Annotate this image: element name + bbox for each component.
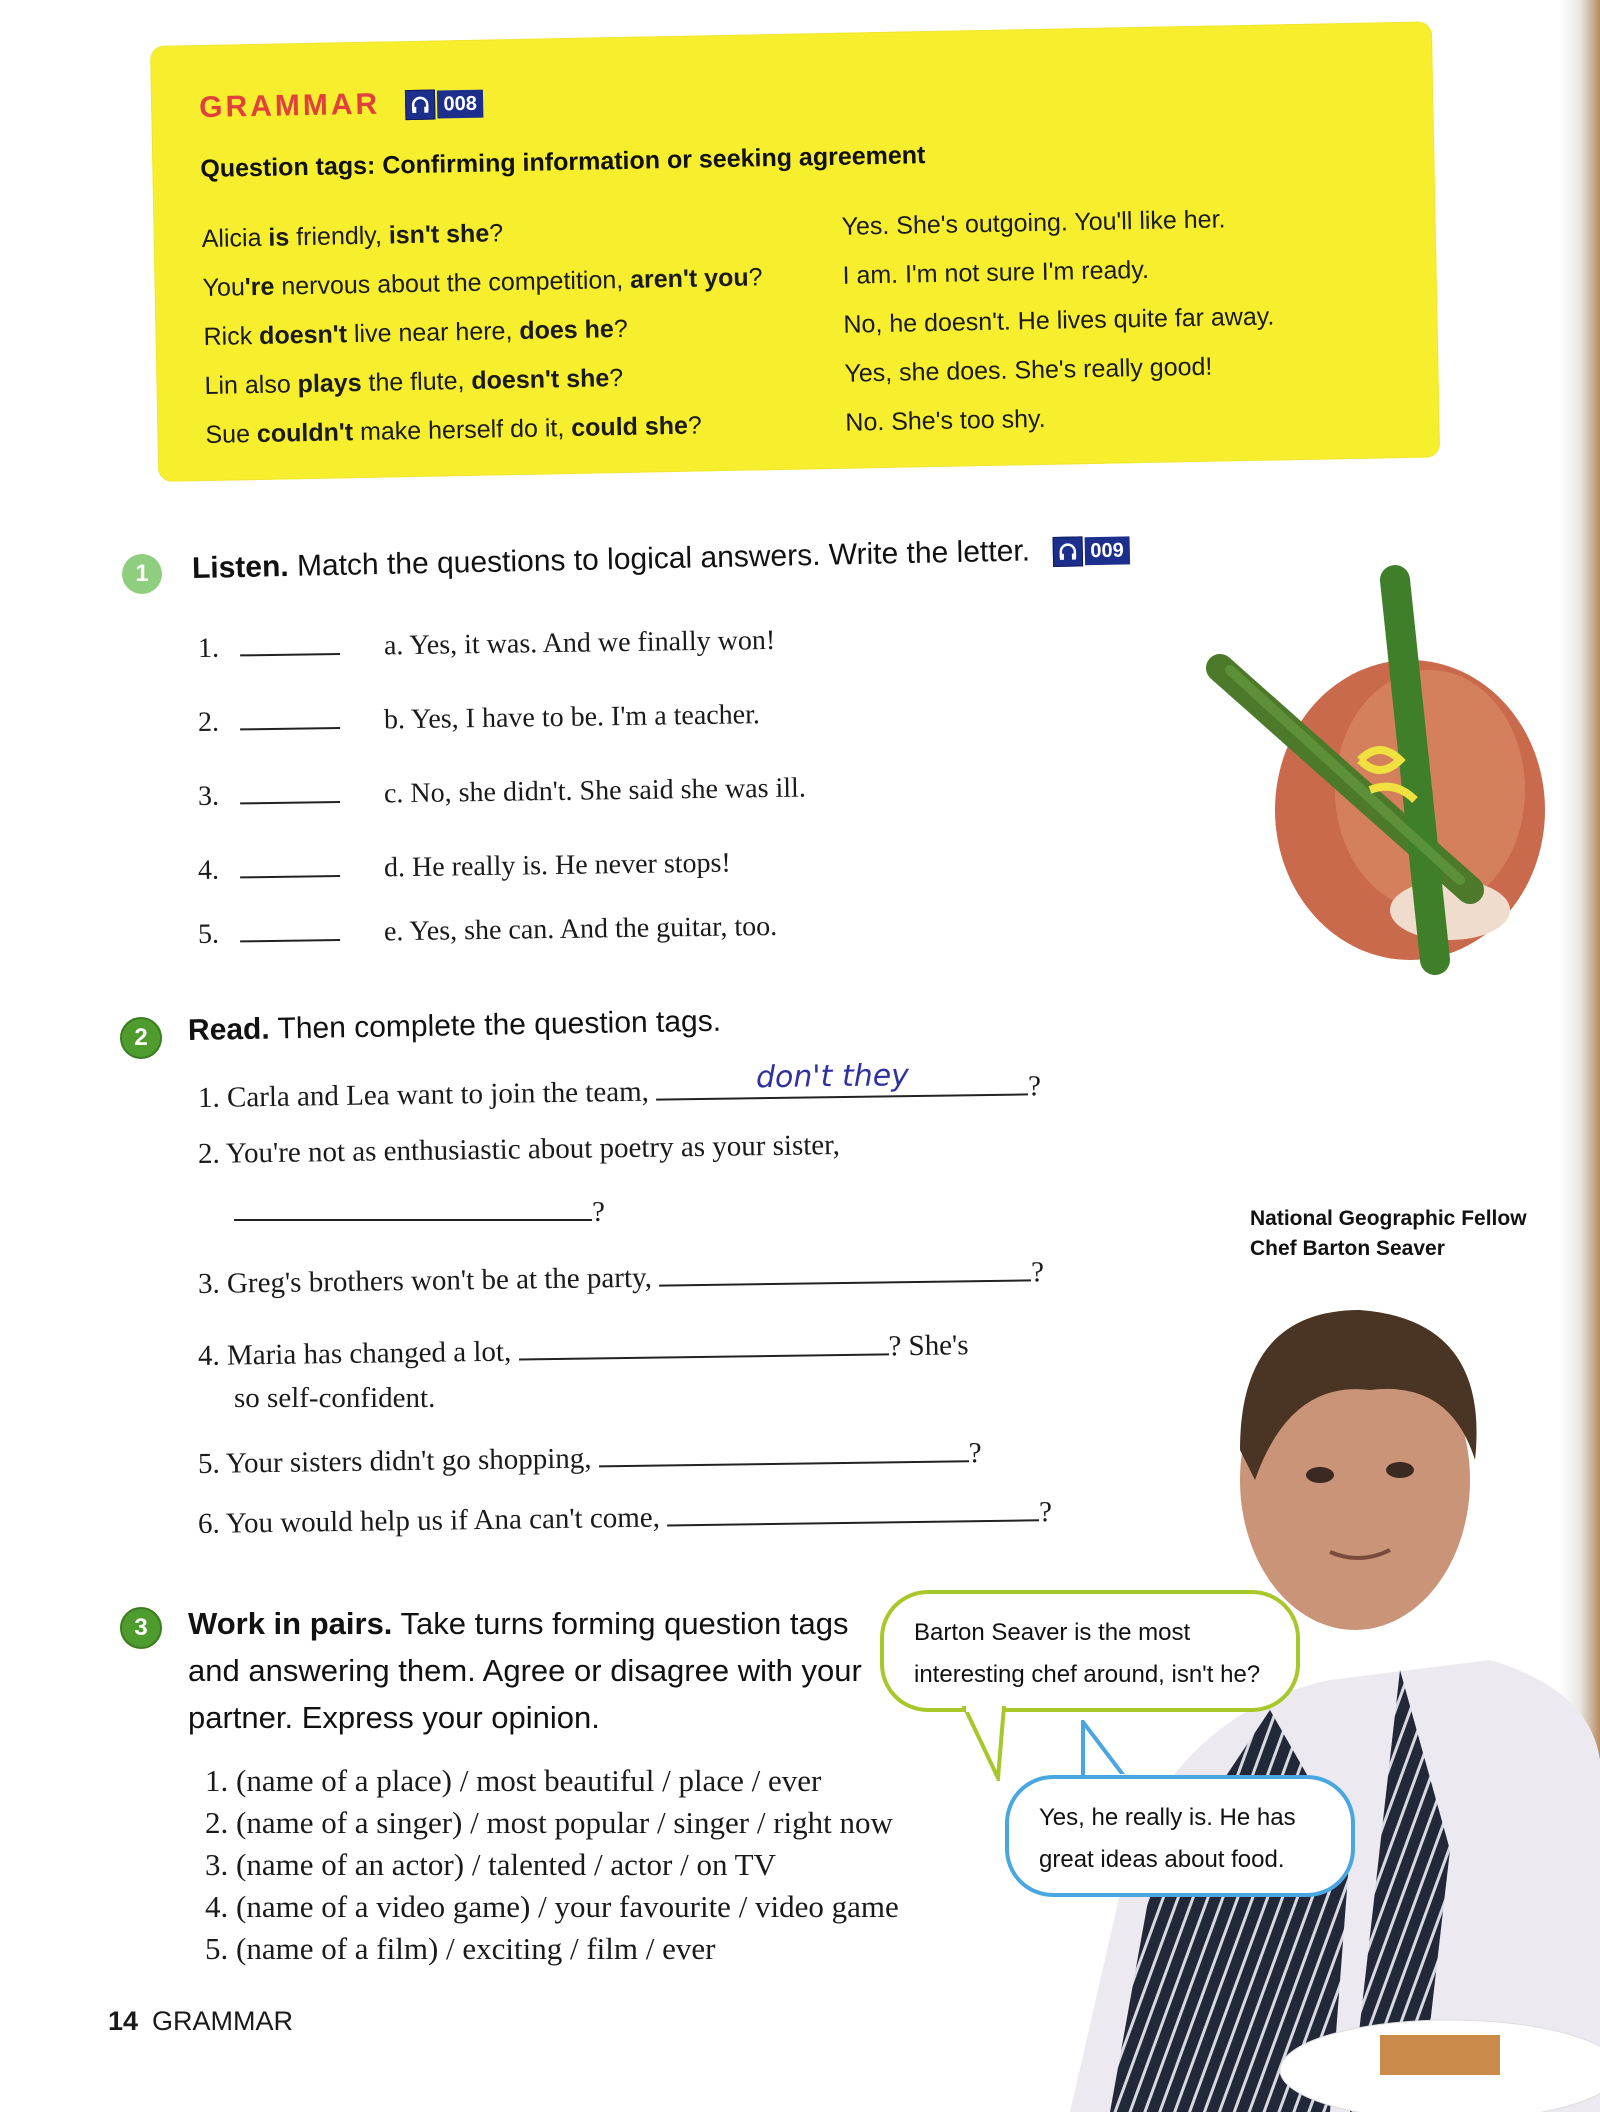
grammar-answer: No, he doesn't. He lives quite far away.: [843, 302, 1275, 339]
item-suffix: ? She's: [888, 1329, 969, 1363]
grammar-heading: [199, 86, 483, 125]
audio-track-number: 008: [437, 90, 483, 119]
answer-blank[interactable]: [667, 1499, 1039, 1526]
grammar-question: Rick doesn't live near here, does he?: [203, 314, 628, 352]
item-suffix: ?: [592, 1196, 605, 1228]
exercise-number-2: 2: [120, 1017, 162, 1059]
instruction-text: Then complete the question tags.: [269, 1004, 722, 1046]
list-item: 5. (name of a film) / exciting / film / ever: [205, 1931, 716, 1966]
grammar-subtitle: Question tags: Confirming information or seeking agreement: [200, 141, 926, 184]
audio-track-number: 009: [1084, 536, 1130, 565]
match-item: [197, 910, 778, 951]
footer-section: GRAMMAR: [152, 2006, 294, 2036]
match-item: [197, 624, 776, 665]
answer-blank[interactable]: [234, 1199, 592, 1221]
food-photo: [1180, 560, 1600, 990]
list-item: 4. (name of a video game) / your favourite / video game: [205, 1889, 899, 1924]
item-number: 5.: [197, 918, 220, 950]
question-tag-item: [198, 1496, 1052, 1541]
item-text: You're not as enthusiastic about poetry as your sister,: [225, 1129, 841, 1170]
item-number: 6.: [197, 1507, 220, 1540]
item-number: 2.: [197, 1137, 220, 1170]
answer-blank[interactable]: [240, 871, 340, 878]
item-number: 4.: [197, 1339, 220, 1372]
exercise1-instruction: [192, 532, 1130, 586]
answer-blank[interactable]: [656, 1058, 1028, 1100]
answer-letter: e.: [383, 916, 404, 948]
answer-letter: a.: [383, 630, 404, 662]
answer-blank[interactable]: [240, 649, 340, 656]
answer-option: [384, 773, 806, 811]
exercise3-list: [205, 1760, 899, 1970]
item-number: 3.: [197, 780, 220, 812]
item-text: You would help us if Ana can't come,: [225, 1501, 661, 1540]
question-tag-item: [198, 1329, 969, 1373]
answer-option: [384, 699, 760, 736]
caption-line-2: Chef Barton Seaver: [1250, 1237, 1445, 1260]
answer-text: Yes, I have to be. I'm a teacher.: [410, 699, 761, 736]
instruction-bold: Work in pairs.: [188, 1606, 393, 1641]
grammar-question: Lin also plays the flute, doesn't she?: [204, 363, 624, 401]
answer-option: [384, 848, 731, 885]
caption-line-1: National Geographic Fellow: [1250, 1207, 1527, 1230]
photo-caption: [1250, 1204, 1527, 1264]
item-text: Maria has changed a lot,: [226, 1335, 512, 1372]
item-number: 1.: [197, 1081, 220, 1114]
grammar-title: GRAMMAR: [198, 87, 381, 125]
grammar-box: [150, 21, 1440, 482]
grammar-answer: Yes, she does. She's really good!: [844, 352, 1213, 388]
exercise-number-1: 1: [122, 554, 162, 594]
item-text: Carla and Lea want to join the team,: [226, 1075, 650, 1114]
item-number: 2.: [197, 706, 220, 738]
question-tag-item: [198, 1437, 982, 1481]
list-item: 1. (name of a place) / most beautiful / place / ever: [205, 1763, 822, 1798]
answer-text: No, she didn't. She said she was ill.: [410, 772, 807, 810]
answer-text: He really is. He never stops!: [411, 847, 731, 884]
speech-bubble-tail-blue: [1075, 1720, 1135, 1782]
answer-blank[interactable]: [599, 1440, 969, 1467]
speech-bubble-question: Barton Seaver is the most interesting chef around, isn't he?: [880, 1590, 1300, 1712]
question-tag-item: [198, 1256, 1044, 1301]
item-text: Greg's brothers won't be at the party,: [226, 1261, 653, 1300]
answer-blank[interactable]: [240, 935, 340, 942]
handwritten-answer: don't they: [755, 1058, 910, 1096]
list-item: 3. (name of an actor) / talented / actor / on TV: [205, 1847, 776, 1882]
audio-track-badge[interactable]: [405, 90, 483, 119]
answer-letter: b.: [383, 704, 406, 736]
match-item: [197, 699, 761, 739]
item-suffix: ?: [1038, 1496, 1053, 1529]
grammar-question: You're nervous about the competition, aren't you?: [202, 263, 763, 303]
grammar-question: Sue couldn't make herself do it, could she?: [205, 411, 703, 450]
answer-text: Yes, it was. And we finally won!: [409, 624, 776, 662]
match-item: [197, 847, 731, 887]
item-suffix: ?: [1030, 1256, 1045, 1289]
page-number: 14: [108, 2006, 139, 2036]
answer-letter: c.: [383, 778, 404, 810]
page-footer: [108, 2006, 293, 2037]
grammar-question: Alicia is friendly, isn't she?: [201, 219, 504, 254]
grammar-answer: Yes. She's outgoing. You'll like her.: [841, 205, 1226, 241]
list-item: 2. (name of a singer) / most popular / singer / right now: [205, 1805, 893, 1840]
answer-option: [384, 911, 778, 948]
instruction-bold: Listen.: [191, 549, 290, 585]
answer-letter: d.: [383, 852, 406, 884]
speech-bubble-answer: Yes, he really is. He has great ideas about food.: [1005, 1775, 1355, 1897]
item-number: 1.: [197, 632, 220, 664]
answer-blank[interactable]: [518, 1333, 888, 1360]
exercise2-instruction: [188, 1005, 722, 1048]
answer-blank[interactable]: [659, 1259, 1031, 1286]
speech-bubble-tail-green: [960, 1706, 1020, 1781]
question-tag-item-continued: [234, 1196, 605, 1229]
item-number: 5.: [197, 1447, 220, 1480]
item-text: Your sisters didn't go shopping,: [225, 1442, 592, 1480]
match-item: [197, 772, 807, 813]
question-tag-item: [198, 1129, 840, 1171]
grammar-examples: [201, 192, 1405, 460]
item-number: 4.: [197, 854, 220, 886]
question-tag-item: [197, 1058, 1042, 1115]
answer-blank[interactable]: [240, 797, 340, 804]
grammar-answer: No. She's too shy.: [845, 404, 1046, 437]
grammar-answer: I am. I'm not sure I'm ready.: [842, 255, 1150, 290]
item-number: 3.: [197, 1267, 220, 1300]
audio-track-badge[interactable]: [1052, 536, 1130, 566]
item-suffix: ?: [1027, 1070, 1042, 1103]
answer-text: Yes, she can. And the guitar, too.: [409, 910, 778, 948]
headphones-icon: [405, 90, 436, 121]
exercise-number-3: 3: [120, 1607, 162, 1649]
answer-blank[interactable]: [240, 723, 340, 730]
item-suffix: ?: [968, 1437, 982, 1470]
answer-option: [384, 625, 776, 662]
instruction-bold: Read.: [187, 1012, 270, 1047]
exercise3-instruction: [188, 1600, 868, 1741]
instruction-text: Take turns forming question tags and answering them. Agree or disagree with your partner. Express your opinion.: [188, 1606, 862, 1735]
item-continuation: so self-confident.: [234, 1382, 436, 1414]
instruction-text: Match the questions to logical answers. Write the letter.: [288, 534, 1031, 583]
headphones-icon: [1052, 536, 1083, 567]
